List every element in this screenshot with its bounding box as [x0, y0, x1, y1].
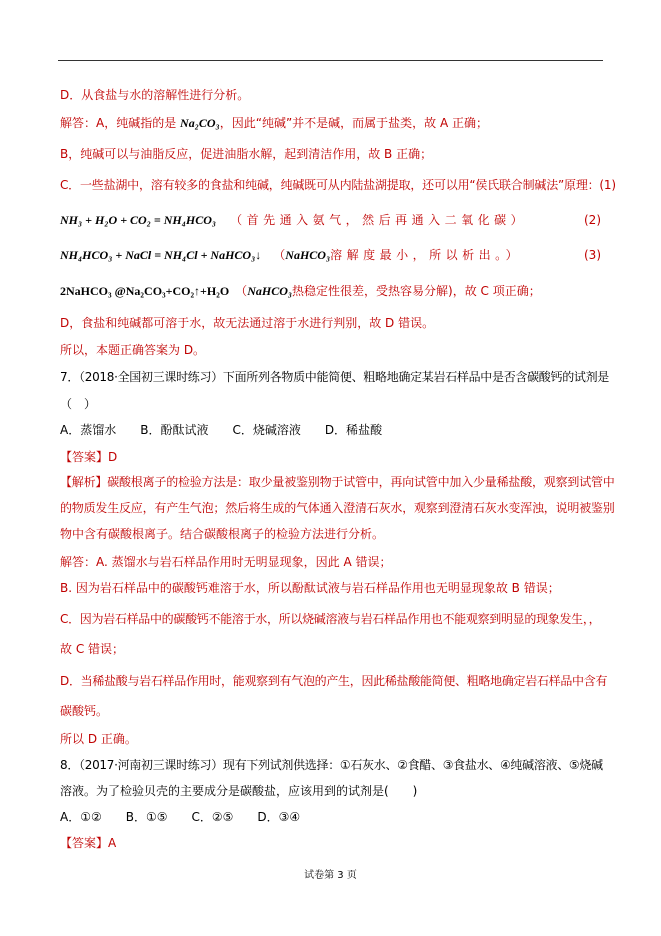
answer-8: 【答案】A — [60, 836, 117, 850]
question-7-blank: （ ） — [60, 397, 97, 411]
page-footer: 试卷第 3 页 — [304, 870, 357, 881]
solution-7-c-cont: 故 C 错误； — [60, 642, 125, 656]
explanation-7-1: 【解析】碳酸根离子的检验方法是：取少量被鉴别物于试管中，再向试管中加入少量稀盐酸，观察到试管中 — [60, 475, 615, 489]
answer-7: 【答案】D — [60, 450, 118, 464]
solution-7-d: D．当稀盐酸与岩石样品作用时，能观察到有气泡的产生，因此稀盐酸能简便、粗略地确定岩石样品中含有 — [60, 674, 608, 688]
answer-d: D，食盐和纯碱都可溶于水，故无法通过溶于水进行判别，故 D 错误。 — [60, 316, 435, 330]
equation-1: NH₃ + H₂O + CO₂ = NH₄HCO₃ （首先通入氨气，然后再通入二氧化碳） (2) — [60, 213, 601, 227]
equation-2: NH₄HCO₃ + NaCl = NH₄Cl + NaHCO₃↓ （NaHCO₃溶解度最小，所以析出。） (3) — [60, 248, 601, 262]
question-8-options: A．①② B．①⑤ C．②⑤ D．③④ — [60, 810, 301, 824]
solution-7-b: B. 因为岩石样品中的碳酸钙难溶于水，所以酚酞试液与岩石样品作用也无明显现象故 B 错误； — [60, 581, 560, 595]
option-d-hint: D．从食盐与水的溶解性进行分析。 — [60, 88, 250, 102]
question-8: 8．（2017·河南初三课时练习）现有下列试剂供选择：①石灰水、②食醋、③食盐水、④纯碱溶液、⑤烧碱 — [60, 758, 603, 772]
answer-c: C．一些盐湖中，溶有较多的食盐和纯碱，纯碱既可从内陆盐湖提取，还可以用“侯氏联合制碱法”原理：(1) — [60, 178, 616, 192]
question-7: 7．（2018·全国初三课时练习）下面所列各物质中能简便、粗略地确定某岩石样品中是否含碳酸钙的试剂是 — [60, 370, 609, 384]
equation-3: 2NaHCO₃ @Na₂CO₃+CO₂↑+H₂O （NaHCO₃热稳定性很差，受热容易分解)，故 C 项正确； — [60, 284, 541, 298]
solution-7-d-cont: 碳酸钙。 — [60, 704, 109, 718]
explanation-7-3: 物中含有碳酸根离子。结合碳酸根离子的检验方法进行分析。 — [60, 527, 385, 541]
solution-7-c: C．因为岩石样品中的碳酸钙不能溶于水，所以烧碱溶液与岩石样品作用也不能观察到明显的现象发生，， — [60, 612, 601, 626]
header-rule — [58, 60, 603, 61]
question-8-cont: 溶液。为了检验贝壳的主要成分是碳酸盐，应该用到的试剂是( ) — [60, 784, 418, 798]
question-7-options: A．蒸馏水 B．酚酞试液 C．烧碱溶液 D．稀盐酸 — [60, 423, 383, 437]
formula-na2co3: Na₂CO₃ — [180, 116, 220, 130]
answer-a: 解答：A，纯碱指的是 Na₂CO₃，因此“纯碱”并不是碱，而属于盐类，故 A 正确； — [60, 116, 489, 130]
answer-b: B，纯碱可以与油脂反应，促进油脂水解，起到清洁作用，故 B 正确； — [60, 147, 433, 161]
explanation-7-2: 的物质发生反应，有产生气泡；然后将生成的气体通入澄清石灰水，观察到澄清石灰水变浑浊，说明被鉴别 — [60, 501, 615, 515]
conclusion-6: 所以，本题正确答案为 D。 — [60, 343, 206, 357]
conclusion-7: 所以 D 正确。 — [60, 732, 137, 746]
solution-7-a: 解答：A. 蒸馏水与岩石样品作用时无明显现象，因此 A 错误； — [60, 555, 392, 569]
